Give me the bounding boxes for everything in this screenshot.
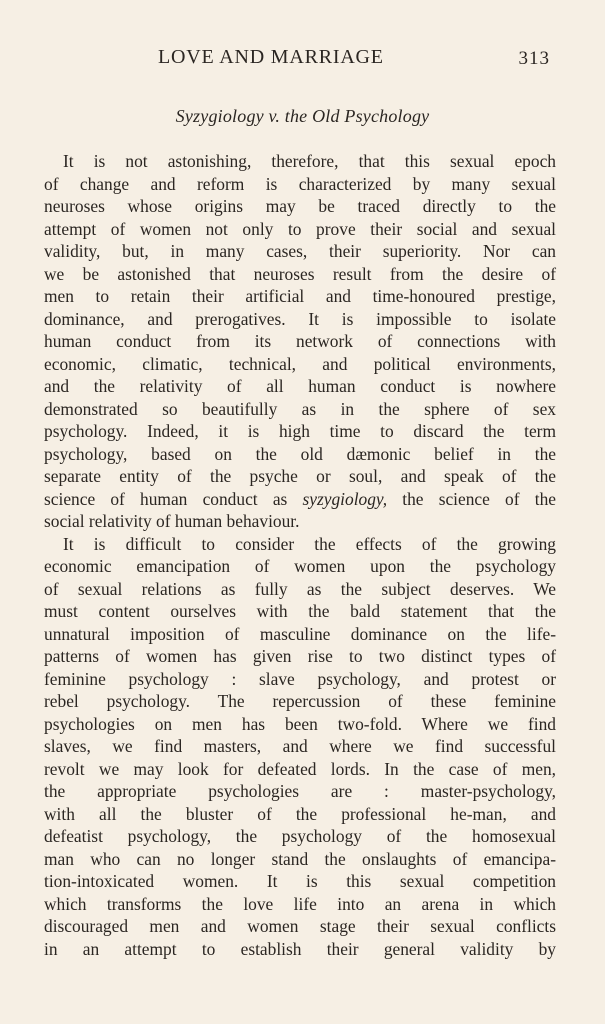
text-line: tion-intoxicated women. It is this sexual competition: [44, 871, 556, 891]
text-line: separate entity of the psyche or soul, and speak of the: [44, 466, 556, 486]
text-line: the appropriate psychologies are : master-psychology,: [44, 781, 556, 801]
text-line: psychologies on men has been two-fold. Where we find: [44, 713, 556, 734]
text-line: psychology. Indeed, it is high time to discard the term: [44, 421, 556, 441]
text-line: feminine psychology : slave psychology, and protest or: [44, 668, 556, 689]
text-line: unnatural imposition of masculine dominance on the life-: [44, 623, 556, 644]
text-line: neuroses whose origins may be traced directly to the: [44, 196, 556, 216]
text-line: human conduct from its network of connections with: [44, 331, 556, 351]
text-segment: science of human conduct as: [44, 488, 288, 509]
page-number: 313: [518, 48, 550, 69]
text-line: slaves, we find masters, and where we find successful: [44, 736, 556, 756]
running-title: LOVE AND MARRIAGE: [158, 46, 384, 68]
text-line: men to retain their artificial and time-honoured prestige,: [44, 286, 556, 306]
italic-term: syzygiology,: [302, 488, 388, 509]
text-line: rebel psychology. The repercussion of these feminine: [44, 691, 556, 711]
text-segment: the science of the: [402, 488, 556, 509]
text-line: defeatist psychology, the psychology of the homosexual: [44, 826, 556, 846]
text-line: which transforms the love life into an arena in which: [44, 893, 556, 914]
text-line: economic, climatic, technical, and political environments,: [44, 353, 556, 374]
text-line: of sexual relations as fully as the subject deserves. We: [44, 578, 556, 599]
text-line: discouraged men and women stage their sexual conflicts: [44, 916, 556, 936]
text-line: attempt of women not only to prove their social and sexual: [44, 218, 556, 239]
text-line: It is not astonishing, therefore, that this sexual epoch: [63, 151, 556, 171]
text-line: psychology, based on the old dæmonic belief in the: [44, 443, 556, 464]
text-line: social relativity of human behaviour.: [44, 511, 300, 531]
text-line: in an attempt to establish their general validity by: [44, 938, 556, 959]
text-line: patterns of women has given rise to two distinct types of: [44, 646, 556, 666]
text-line: and the relativity of all human conduct is nowhere: [44, 376, 556, 396]
text-line: demonstrated so beautifully as in the sphere of sex: [44, 398, 556, 419]
text-line: It is difficult to consider the effects of the growing: [63, 533, 556, 554]
text-line: of change and reform is characterized by many sexual: [44, 173, 556, 194]
body-text: [44, 150, 556, 960]
section-heading: Syzygiology v. the Old Psychology: [175, 106, 430, 126]
text-line: with all the bluster of the professional he-man, and: [44, 803, 556, 824]
text-line: revolt we may look for defeated lords. In the case of men,: [44, 758, 556, 779]
text-line: we be astonished that neuroses result from the desire of: [44, 263, 556, 284]
text-line: economic emancipation of women upon the psychology: [44, 556, 556, 576]
running-head: [40, 46, 550, 76]
text-line: dominance, and prerogatives. It is impossible to isolate: [44, 308, 556, 329]
text-line: must content ourselves with the bald statement that the: [44, 601, 556, 621]
text-line: validity, but, in many cases, their superiority. Nor can: [44, 241, 556, 261]
text-line-with-italic: [44, 488, 556, 511]
text-line: man who can no longer stand the onslaughts of emancipa-: [44, 848, 556, 869]
